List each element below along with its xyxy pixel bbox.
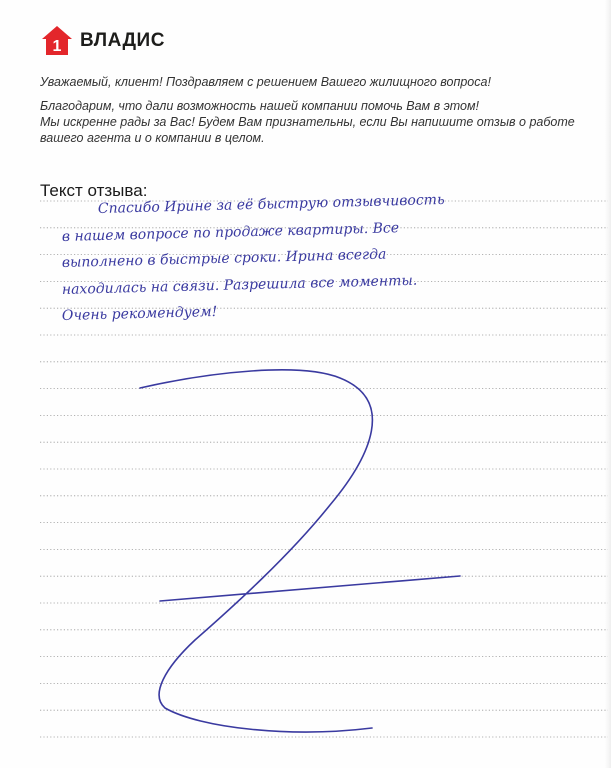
review-title: Текст отзыва: xyxy=(40,181,148,200)
greeting-line: Уважаемый, клиент! Поздравляем с решением Вашего жилищного вопроса! xyxy=(40,75,491,89)
handwritten-line-4: находилась на связи. Разрешила все моменты. xyxy=(61,272,418,298)
brand-name: ВЛАДИС xyxy=(80,30,165,51)
handwritten-line-1: Спасибо Ирине за её быструю отзывчивость xyxy=(97,191,445,217)
handwritten-line-5: Очень рекомендуем! xyxy=(61,303,218,324)
intro-line-1: Благодарим, что дали возможность нашей компании помочь Вам в этом! xyxy=(40,99,480,113)
handwritten-line-2: в нашем вопросе по продаже квартиры. Все xyxy=(61,220,400,245)
ruled-lines xyxy=(40,0,610,768)
intro-line-3: вашего агента и о компании в целом. xyxy=(40,131,265,145)
intro-line-2: Мы искренне рады за Вас! Будем Вам признательны, если Вы напишите отзыв о работе xyxy=(40,115,575,129)
handwritten-line-3: выполнено в быстрые сроки. Ирина всегда xyxy=(61,246,387,271)
logo-digit: 1 xyxy=(52,38,62,55)
